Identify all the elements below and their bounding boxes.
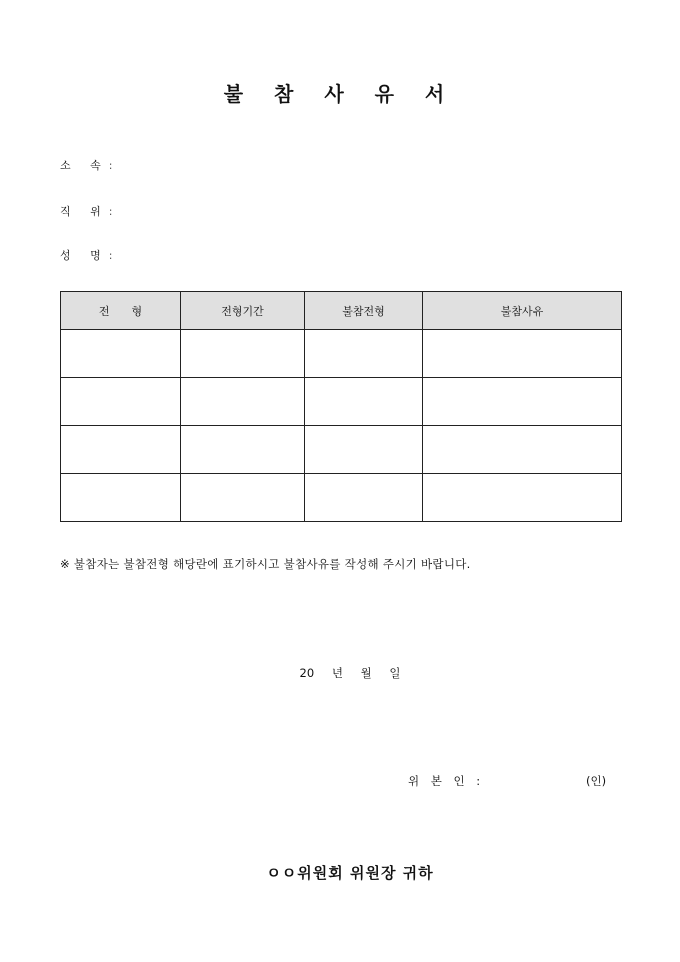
table-cell[interactable] bbox=[181, 330, 305, 378]
name-field bbox=[60, 247, 112, 263]
document-title: 불 참 사 유 서 bbox=[223, 82, 457, 106]
recipient-line: ㅇㅇ위원회 위원장 귀하 bbox=[266, 864, 434, 882]
table-cell[interactable] bbox=[423, 330, 622, 378]
table-cell[interactable] bbox=[181, 474, 305, 522]
position-colon: : bbox=[108, 205, 113, 218]
table-cell[interactable] bbox=[181, 378, 305, 426]
table-cell[interactable] bbox=[181, 426, 305, 474]
position-field bbox=[60, 203, 112, 219]
seal-mark: (인) bbox=[586, 774, 607, 788]
date-line: 20 년 월 일 bbox=[299, 666, 401, 680]
affiliation-label: 소 속 bbox=[60, 159, 109, 172]
table-cell[interactable] bbox=[61, 378, 181, 426]
header-absence-reason: 불참사유 bbox=[423, 292, 622, 330]
name-label: 성 명 bbox=[60, 249, 109, 262]
table-cell[interactable] bbox=[423, 426, 622, 474]
table-header-row bbox=[61, 292, 622, 330]
absence-table bbox=[60, 291, 622, 522]
table-cell[interactable] bbox=[423, 378, 622, 426]
header-absent-screening: 불참전형 bbox=[305, 292, 423, 330]
table-cell[interactable] bbox=[61, 426, 181, 474]
table-row bbox=[61, 378, 622, 426]
name-colon: : bbox=[108, 249, 113, 262]
table-cell[interactable] bbox=[305, 330, 423, 378]
table-row bbox=[61, 330, 622, 378]
table-row bbox=[61, 474, 622, 522]
affiliation-field bbox=[60, 157, 112, 173]
signature-label: 위 본 인 : bbox=[408, 774, 485, 788]
table-cell[interactable] bbox=[305, 426, 423, 474]
table-cell[interactable] bbox=[61, 330, 181, 378]
table-row bbox=[61, 426, 622, 474]
instruction-note: ※ 불참자는 불참전형 해당란에 표기하시고 불참사유를 작성해 주시기 바랍니다. bbox=[60, 557, 471, 571]
table-cell[interactable] bbox=[61, 474, 181, 522]
header-screening-period: 전형기간 bbox=[181, 292, 305, 330]
position-label: 직 위 bbox=[60, 205, 109, 218]
table-cell[interactable] bbox=[305, 474, 423, 522]
header-screening: 전 형 bbox=[61, 292, 181, 330]
table-cell[interactable] bbox=[305, 378, 423, 426]
table-cell[interactable] bbox=[423, 474, 622, 522]
affiliation-colon: : bbox=[108, 159, 113, 172]
